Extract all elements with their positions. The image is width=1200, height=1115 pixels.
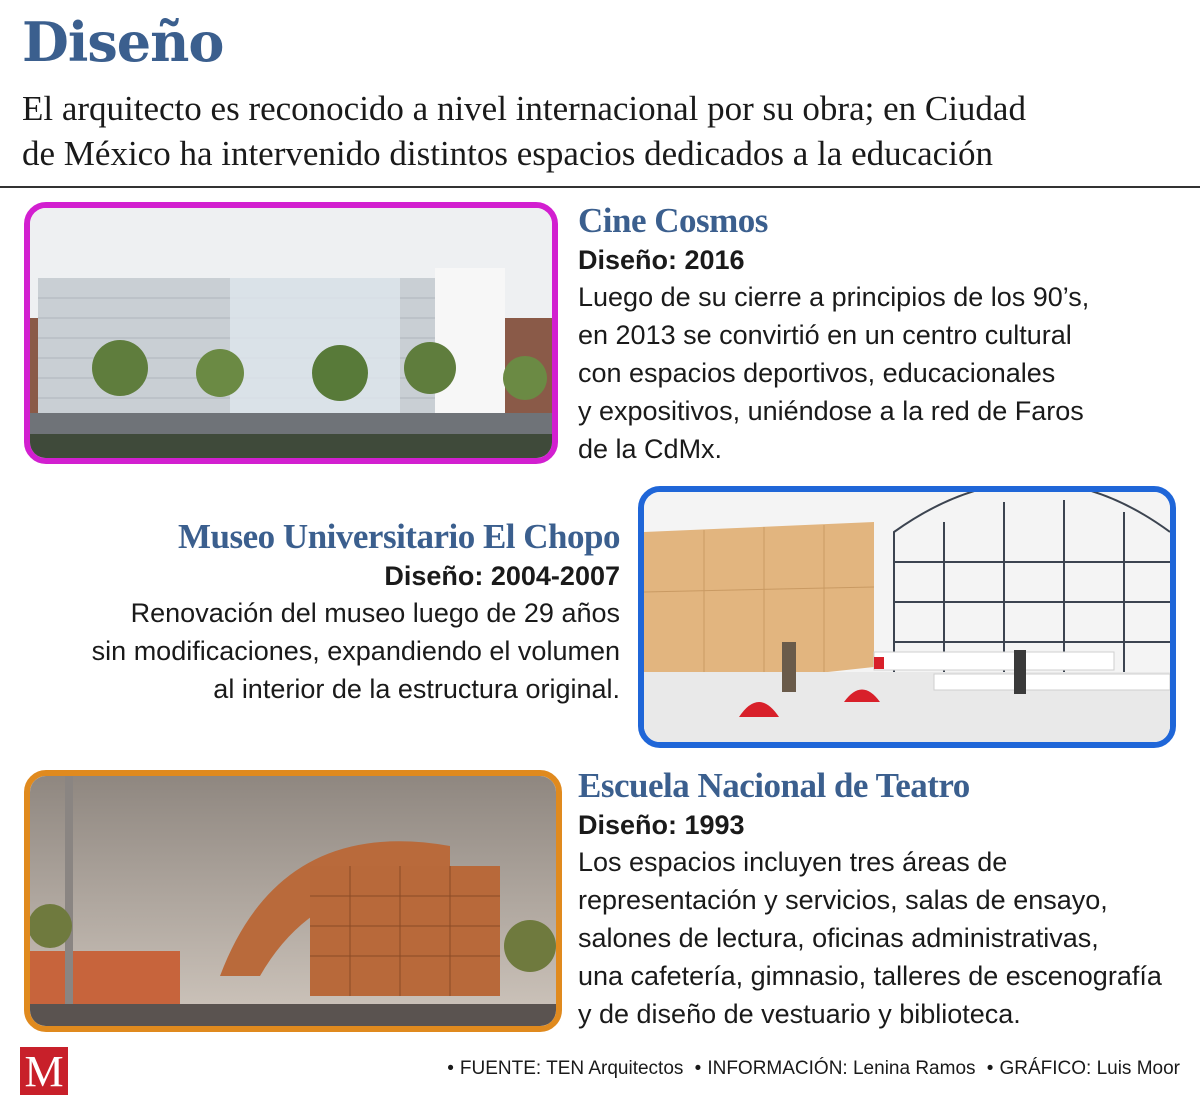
escuela-teatro-info <box>578 765 1162 1033</box>
page-subtitle <box>22 86 1122 176</box>
el-chopo-info <box>92 516 620 708</box>
description-line: representación y servicios, salas de ensayo, <box>578 885 1108 915</box>
credits <box>441 1058 1180 1080</box>
project-name: Museo Universitario El Chopo <box>178 517 620 556</box>
bullet: • <box>447 1058 454 1079</box>
escuela-teatro-photo <box>24 770 562 1032</box>
cine-cosmos-photo <box>24 202 558 464</box>
description-line: de la CdMx. <box>578 434 723 464</box>
description-line: en 2013 se convirtió en un centro cultural <box>578 320 1072 350</box>
el-chopo-photo <box>638 486 1176 748</box>
page-title: Diseño <box>22 10 224 74</box>
subtitle-line: de México ha intervenido distintos espacios dedicados a la educación <box>22 134 993 173</box>
credit-information: INFORMACIÓN: Lenina Ramos <box>707 1058 976 1079</box>
project-name: Escuela Nacional de Teatro <box>578 766 970 805</box>
description-line: al interior de la estructura original. <box>213 674 620 704</box>
description-line: una cafetería, gimnasio, talleres de escenografía <box>578 961 1162 991</box>
bullet: • <box>986 1058 994 1079</box>
description-line: Luego de su cierre a principios de los 90’s, <box>578 282 1090 312</box>
header-divider <box>0 186 1200 188</box>
credit-graphic: GRÁFICO: Luis Moor <box>999 1058 1180 1079</box>
description-line: sin modificaciones, expandiendo el volumen <box>91 636 620 666</box>
description-line: y expositivos, uniéndose a la red de Faros <box>578 396 1084 426</box>
credit-source: FUENTE: TEN Arquitectos <box>459 1058 684 1079</box>
description-line: Los espacios incluyen tres áreas de <box>578 847 1008 877</box>
bullet: • <box>694 1058 702 1079</box>
project-year: Diseño: 2004-2007 <box>384 561 620 591</box>
description-line: salones de lectura, oficinas administrativas, <box>578 923 1099 953</box>
cine-cosmos-info <box>578 200 1089 468</box>
description-line: Renovación del museo luego de 29 años <box>130 598 620 628</box>
description-line: y de diseño de vestuario y biblioteca. <box>578 999 1021 1029</box>
description-line: con espacios deportivos, educacionales <box>578 358 1056 388</box>
milenio-logo: M <box>20 1047 68 1095</box>
project-year: Diseño: 1993 <box>578 810 745 840</box>
project-year: Diseño: 2016 <box>578 245 745 275</box>
project-name: Cine Cosmos <box>578 201 768 240</box>
subtitle-line: El arquitecto es reconocido a nivel internacional por su obra; en Ciudad <box>22 89 1026 128</box>
